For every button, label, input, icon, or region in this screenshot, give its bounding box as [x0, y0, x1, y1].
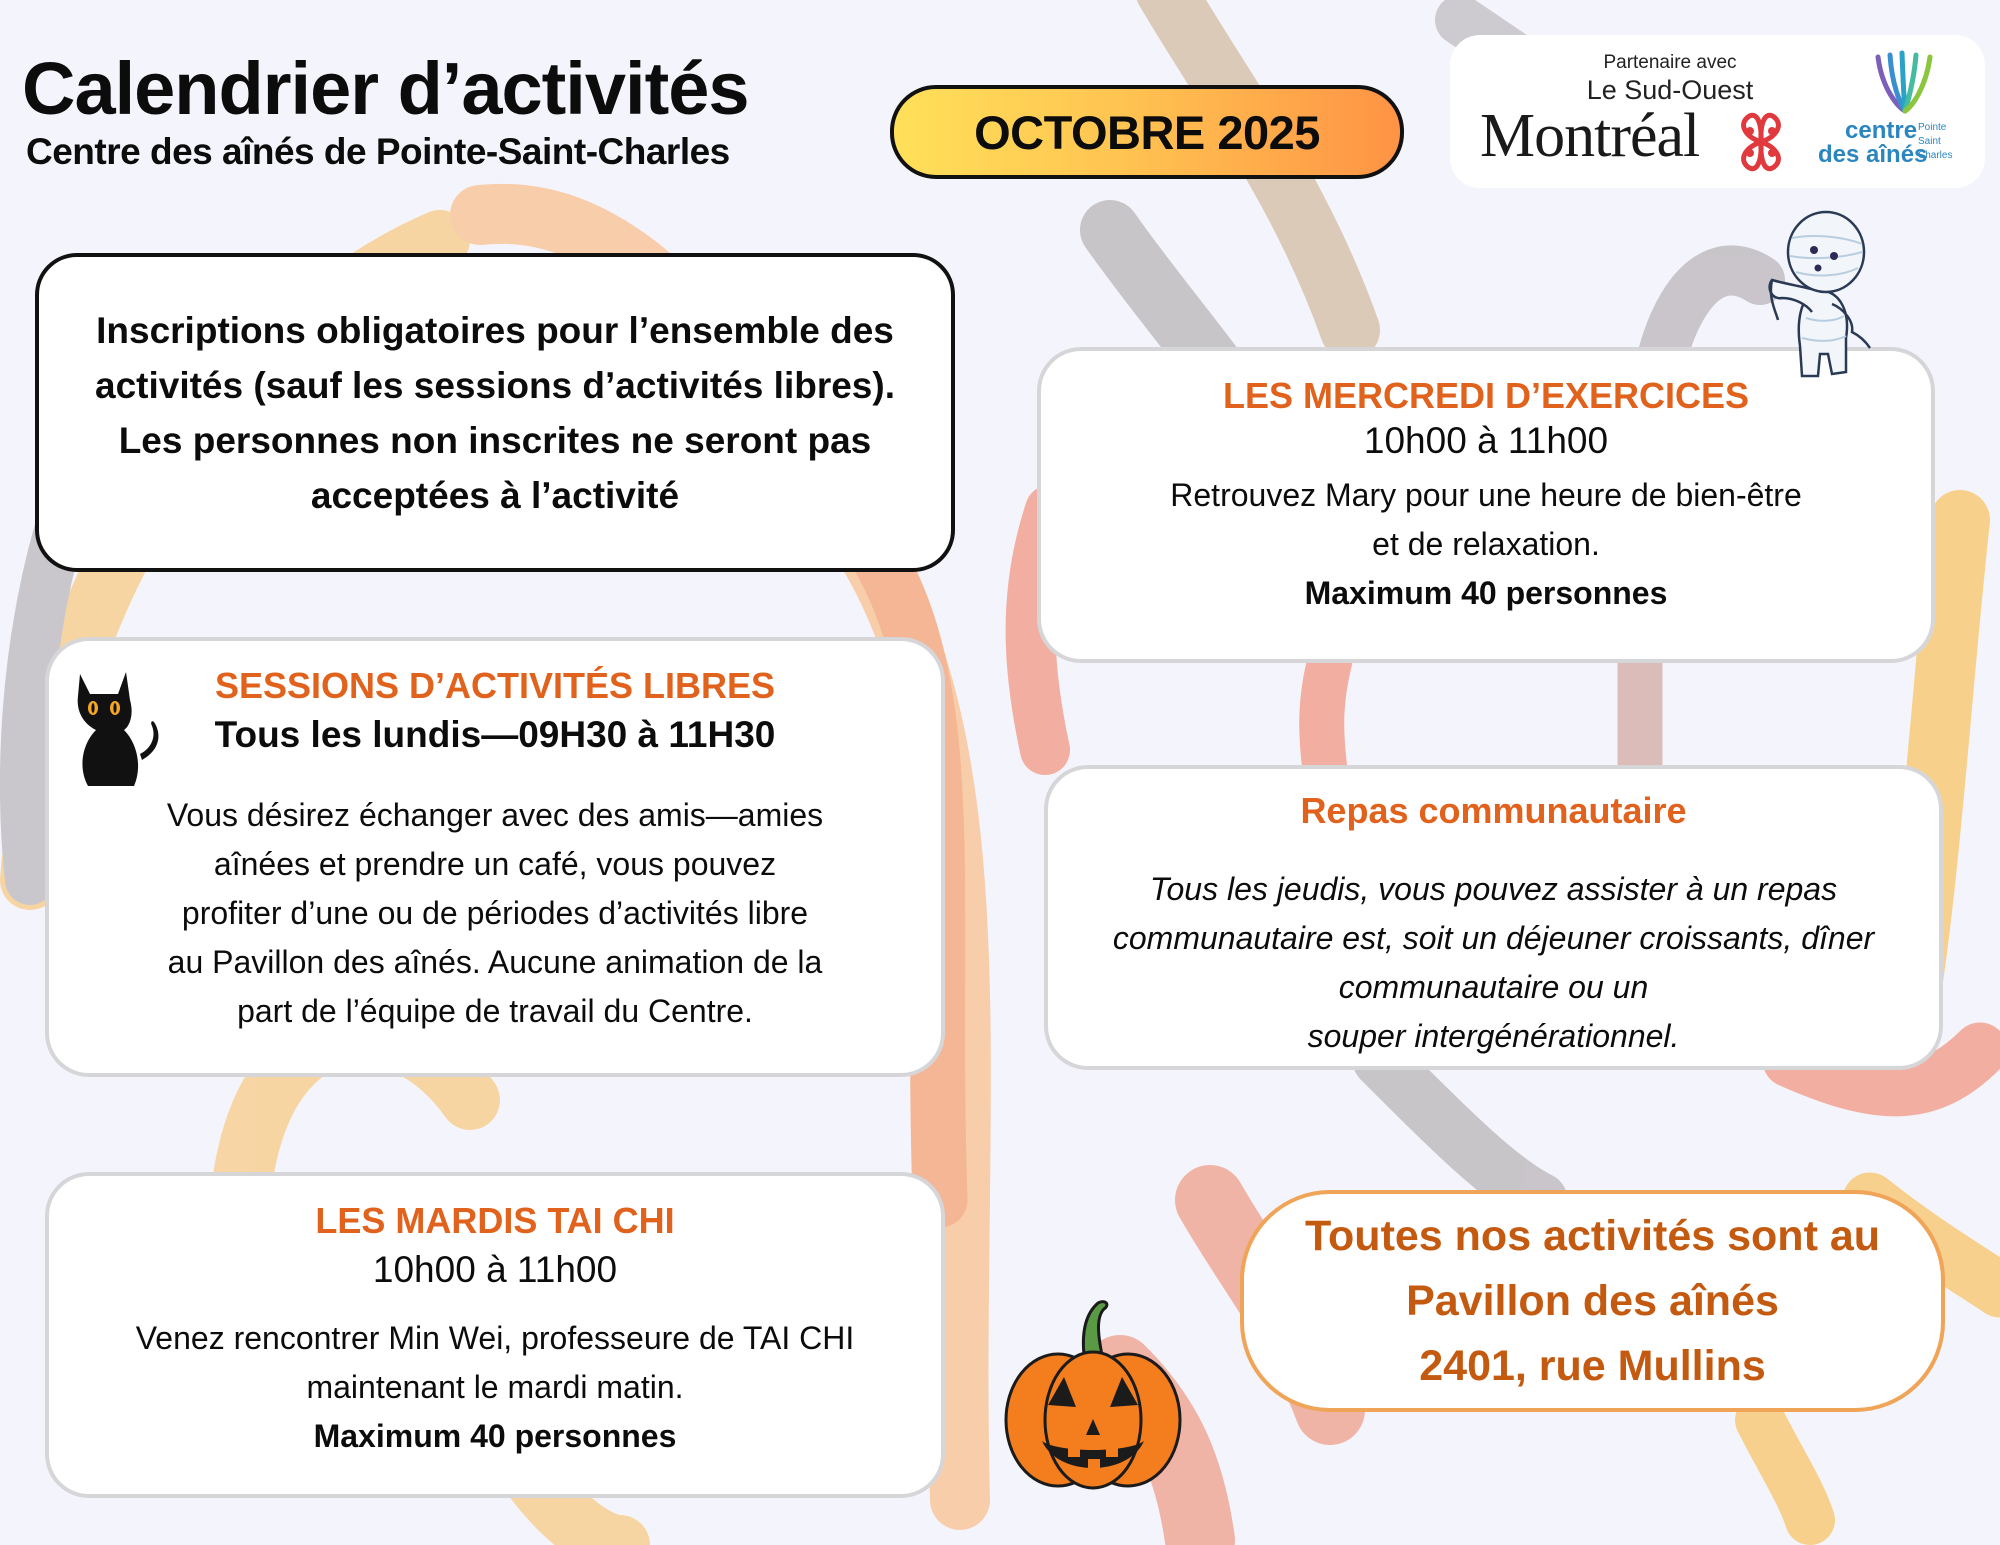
partner-logos	[1450, 35, 1985, 188]
card-body-line: part de l’équipe de travail du Centre.	[237, 993, 753, 1029]
borough-label: Le Sud-Ouest	[1586, 75, 1754, 105]
card-title: SESSIONS D’ACTIVITÉS LIBRES	[214, 665, 776, 706]
notice-line: Les personnes non inscrites ne seront pas	[118, 419, 872, 461]
location-address: 2401, rue Mullins	[1419, 1341, 1766, 1390]
page-title: Calendrier d’activités	[22, 47, 749, 130]
centre-fan-logo-icon	[1870, 49, 1940, 117]
mummy-icon	[1762, 208, 1880, 383]
location-line: Pavillon des aînés	[1406, 1276, 1779, 1325]
card-body-line: Retrouvez Mary pour une heure de bien-être	[1170, 477, 1802, 513]
card-mercredi-exercices	[1037, 347, 1935, 663]
centre-wordmark-line2: des aînés	[1818, 141, 1928, 168]
card-capacity: Maximum 40 personnes	[313, 1418, 677, 1454]
location-line: Toutes nos activités sont au	[1304, 1211, 1881, 1260]
card-schedule: 10h00 à 11h00	[372, 1249, 618, 1290]
card-tai-chi	[45, 1172, 945, 1498]
card-schedule: 10h00 à 11h00	[1363, 420, 1609, 461]
card-repas-communautaire	[1044, 765, 1943, 1070]
registration-notice	[35, 253, 955, 572]
card-title: LES MARDIS TAI CHI	[315, 1200, 675, 1241]
card-body-line: et de relaxation.	[1372, 526, 1600, 562]
notice-line: acceptées à l’activité	[310, 474, 680, 516]
centre-wordmark: centre	[1845, 117, 1918, 144]
centre-place-1: Pointe	[1918, 122, 1947, 133]
card-capacity: Maximum 40 personnes	[1304, 575, 1668, 611]
card-body-line: souper intergénérationnel.	[1307, 1018, 1680, 1054]
card-schedule: Tous les lundis—09H30 à 11H30	[214, 714, 776, 755]
card-body-line: maintenant le mardi matin.	[306, 1369, 684, 1405]
card-body-line: communautaire ou un	[1338, 969, 1649, 1005]
montreal-rosette-icon	[1726, 107, 1796, 177]
card-body-line: Tous les jeudis, vous pouvez assister à un repas	[1149, 871, 1838, 907]
page-subtitle: Centre des aînés de Pointe-Saint-Charles	[26, 131, 730, 172]
jack-o-lantern-icon	[998, 1295, 1188, 1490]
centre-place-3: Charles	[1918, 150, 1953, 161]
card-title: Repas communautaire	[1300, 790, 1687, 831]
card-body-line: au Pavillon des aînés. Aucune animation de la	[167, 944, 823, 980]
centre-place-2: Saint	[1918, 136, 1941, 147]
location-box	[1240, 1190, 1945, 1412]
montreal-wordmark: Montréal	[1480, 102, 1700, 170]
card-body-line: communautaire est, soit un déjeuner croissants, dîner	[1112, 920, 1875, 956]
card-title: LES MERCREDI D’EXERCICES	[1222, 375, 1750, 416]
card-body-line: Vous désirez échanger avec des amis—amies	[166, 797, 824, 833]
black-cat-icon	[68, 664, 168, 790]
notice-line: activités (sauf les sessions d’activités libres).	[95, 364, 895, 406]
notice-line: Inscriptions obligatoires pour l’ensemble des	[96, 309, 894, 351]
card-body-line: aînées et prendre un café, vous pouvez	[213, 846, 777, 882]
month-badge-label: OCTOBRE 2025	[974, 105, 1320, 159]
card-body-line: profiter d’une ou de périodes d’activités libre	[181, 895, 809, 931]
partner-label: Partenaire avec	[1603, 52, 1737, 73]
card-body-line: Venez rencontrer Min Wei, professeure de TAI CHI	[135, 1320, 855, 1356]
card-sessions-libres	[45, 637, 945, 1077]
month-badge	[890, 85, 1404, 179]
